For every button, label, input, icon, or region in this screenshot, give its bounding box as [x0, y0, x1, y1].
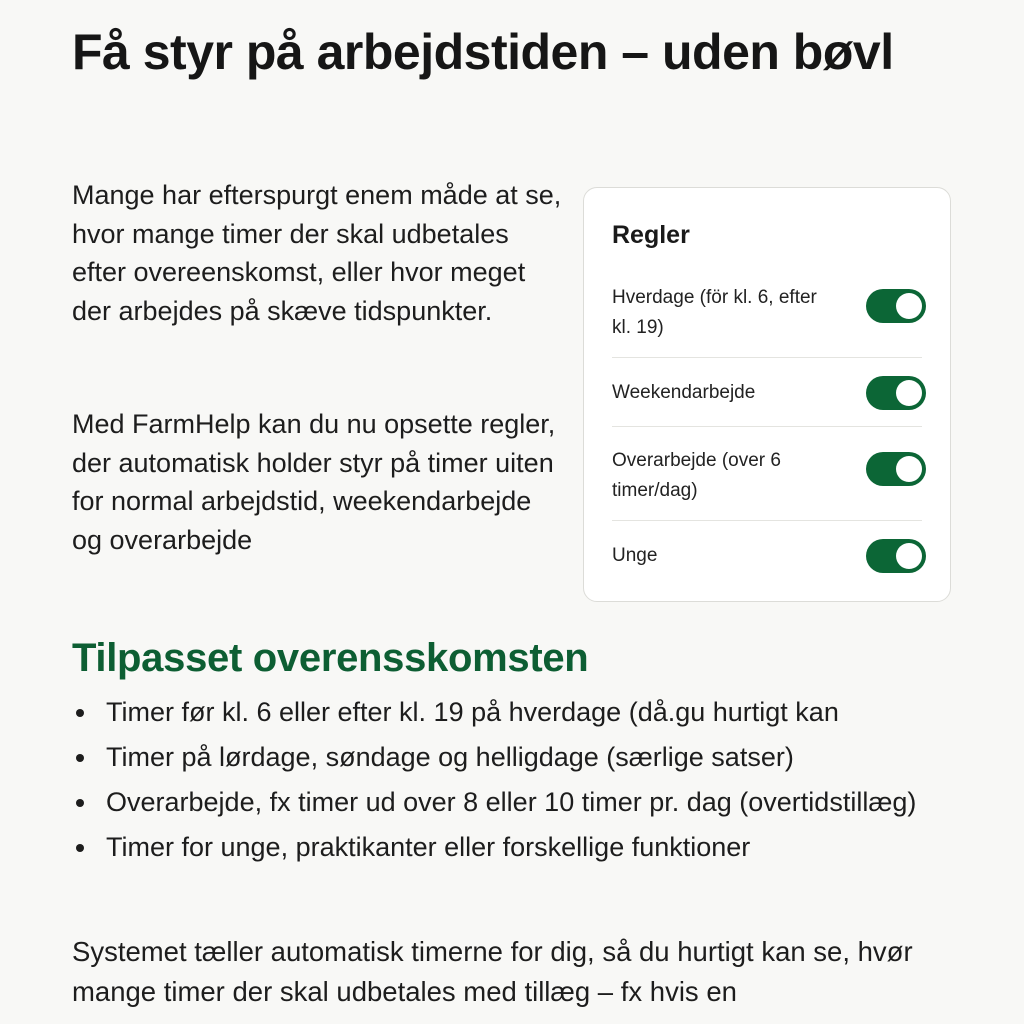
- intro-paragraph-2: Med FarmHelp kan du nu opsette regler, der automatisk holder styr på timer uiten for normal arbejdstid, weekendarbejde og overarbejde: [72, 409, 556, 555]
- list-item-text: Timer for unge, praktikanter eller forskellige funktioner: [106, 832, 751, 862]
- divider: [612, 520, 922, 521]
- list-item: [72, 783, 952, 822]
- toggle-knob: [896, 293, 922, 319]
- rules-card: [583, 187, 951, 602]
- rules-card-title: Regler: [612, 221, 690, 249]
- divider: [612, 426, 922, 427]
- list-item: [72, 738, 952, 777]
- list-item-text: Overarbejde, fx timer ud over 8 eller 10 timer pr. dag (overtidstillæg): [106, 787, 917, 817]
- toggle-youth[interactable]: [866, 539, 926, 573]
- bullet-dot-icon: [76, 799, 84, 807]
- list-item: [72, 828, 952, 867]
- toggle-knob: [896, 456, 922, 482]
- bullet-dot-icon: [76, 844, 84, 852]
- toggle-weekday[interactable]: [866, 289, 926, 323]
- divider: [612, 357, 922, 358]
- rule-label-weekday: Hverdage (för kl. 6, efter kl. 19): [612, 287, 817, 338]
- section-heading: Tilpasset overensskomsten: [72, 636, 589, 680]
- rule-label-weekend: Weekendarbejde: [612, 382, 756, 403]
- toggle-knob: [896, 543, 922, 569]
- page-title: Få styr på arbejdstiden – uden bøvl: [72, 24, 894, 80]
- closing-paragraph: Systemet tæller automatisk timerne for dig, så du hurtigt kan se, hvør mange timer der skal udbetales med tillæg – fx hvis en: [72, 936, 913, 1007]
- bullet-dot-icon: [76, 754, 84, 762]
- toggle-weekend[interactable]: [866, 376, 926, 410]
- list-item-text: Timer før kl. 6 eller efter kl. 19 på hverdage (då.gu hurtigt kan: [106, 697, 839, 727]
- intro-paragraph-1: Mange har efterspurgt enem måde at se, hvor mange timer der skal udbetales efter overeenskomst, eller hvor meget der arbejdes på skæve tidspunkter.: [72, 180, 562, 326]
- toggle-knob: [896, 380, 922, 406]
- rule-label-overtime: Overarbejde (over 6 timer/dag): [612, 450, 781, 501]
- toggle-overtime[interactable]: [866, 452, 926, 486]
- bullet-dot-icon: [76, 709, 84, 717]
- rule-label-youth: Unge: [612, 545, 658, 566]
- list-item-text: Timer på lørdage, søndage og helligdage (særlige satser): [106, 742, 794, 772]
- list-item: [72, 693, 952, 732]
- bullet-list: [72, 693, 952, 873]
